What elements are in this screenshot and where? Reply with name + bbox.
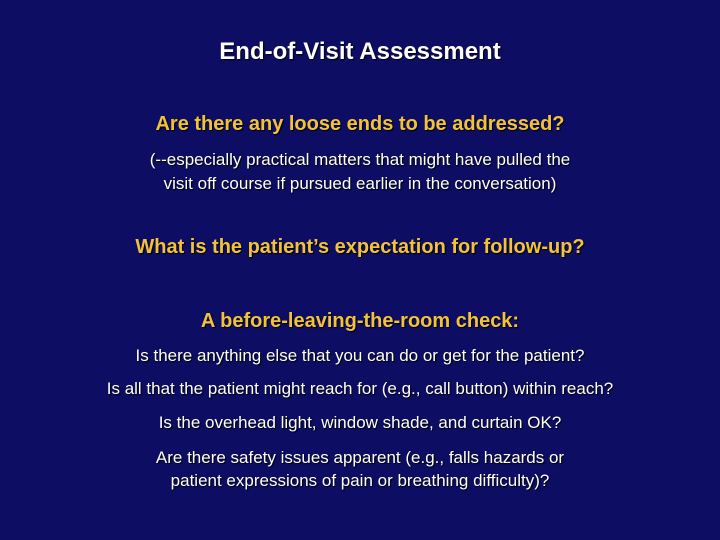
check-item: Are there safety issues apparent (e.g., falls hazards or: [155, 448, 565, 467]
question-loose-ends: Are there any loose ends to be addressed?: [155, 113, 565, 135]
check-item: Is all that the patient might reach for (e.g., call button) within reach?: [106, 379, 614, 398]
check-item: Is there anything else that you can do or get for the patient?: [135, 346, 585, 365]
question-room-check: A before-leaving-the-room check:: [200, 310, 520, 332]
check-item-continued: patient expressions of pain or breathing difficulty)?: [170, 471, 550, 490]
question-loose-ends-note-line-1: (--especially practical matters that might have pulled the: [149, 150, 571, 169]
slide-title: End-of-Visit Assessment: [219, 38, 501, 65]
question-follow-up: What is the patient’s expectation for follow-up?: [135, 236, 585, 258]
check-item: Is the overhead light, window shade, and curtain OK?: [158, 413, 562, 432]
question-loose-ends-note-line-2: visit off course if pursued earlier in the conversation): [163, 174, 557, 193]
